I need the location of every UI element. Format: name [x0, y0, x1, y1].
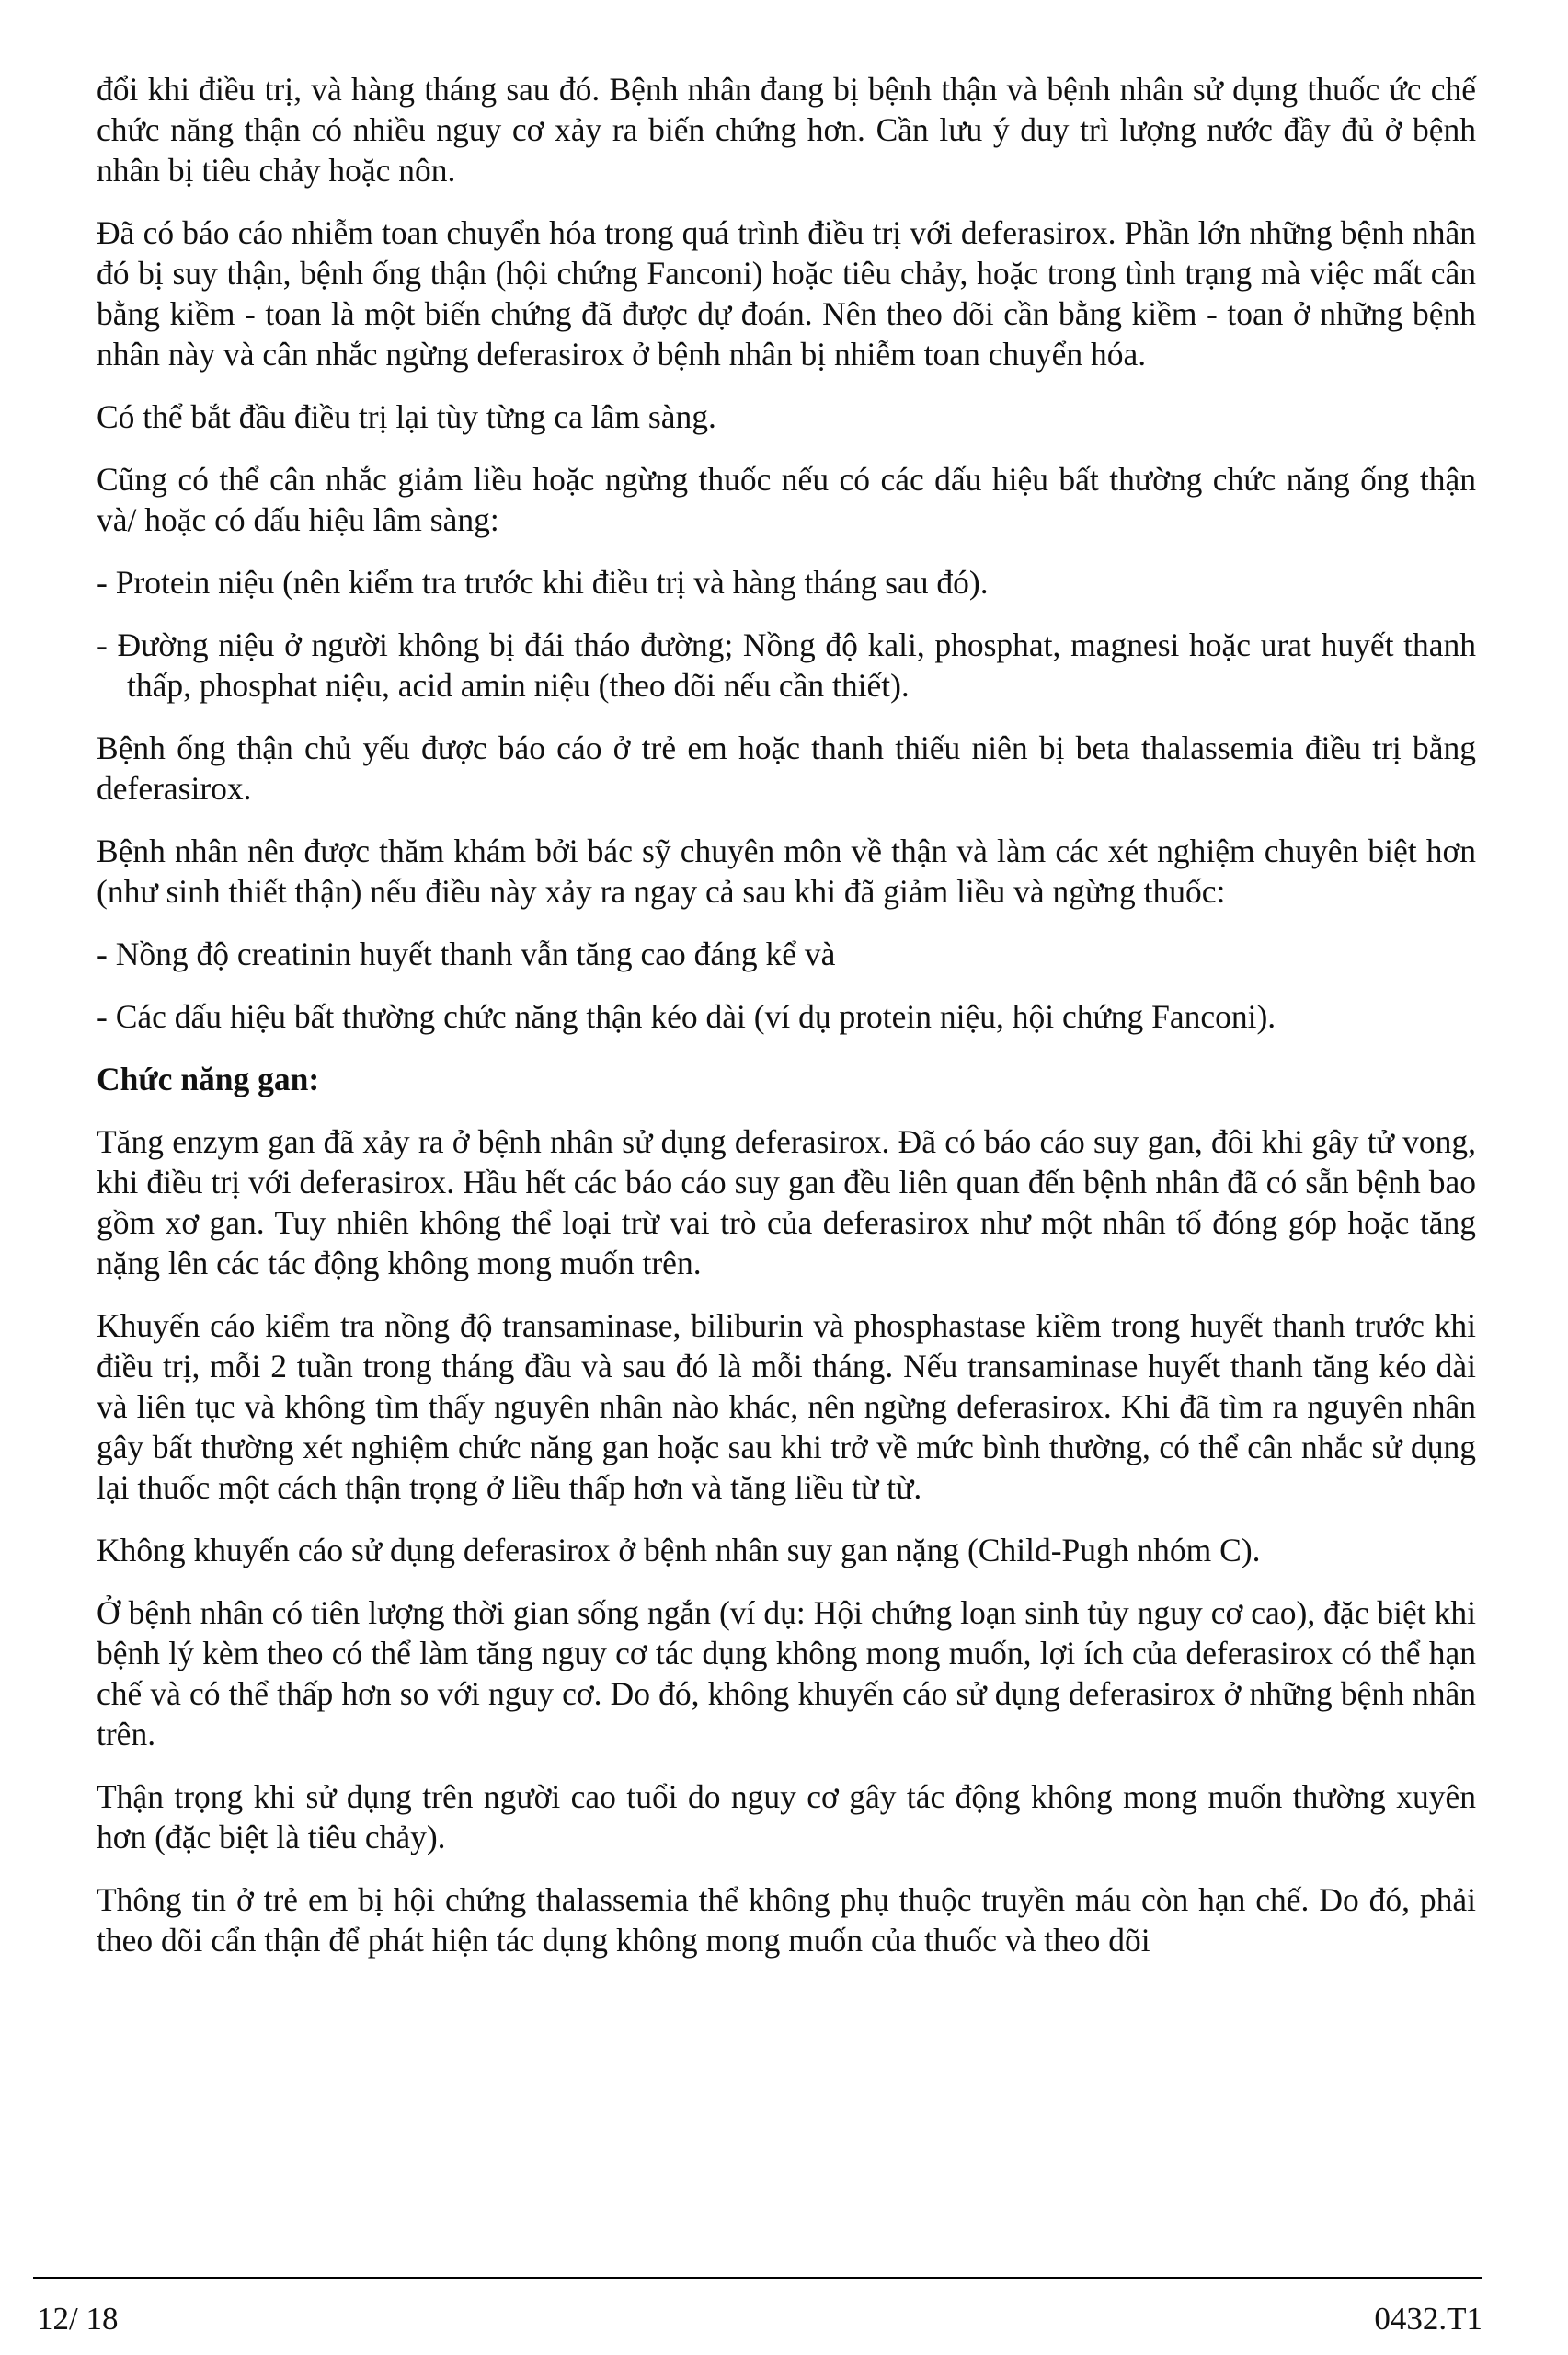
section-heading-liver-function: Chức năng gan: [97, 1061, 320, 1097]
paragraph-pediatric-thalassemia: Thông tin ở trẻ em bị hội chứng thalassemia thể không phụ thuộc truyền máu còn hạn chế. Do đó, phải theo dõi cẩn thận để phát hiện tác dụng không mong muốn của thuốc và theo dõi [97, 1881, 1476, 1959]
paragraph-metabolic-acidosis: Đã có báo cáo nhiễm toan chuyển hóa trong quá trình điều trị với deferasirox. Phần lớn những bệnh nhân đó bị suy thận, bệnh ống thận (hội chứng Fanconi) hoặc tiêu chảy, hoặc trong tình trạng mà việc mất cân bằng kiềm - toan là một biến chứng đã được dự đoán. Nên theo dõi cần bằng kiềm - toan ở những bệnh nhân này và cân nhắc ngừng deferasirox ở bệnh nhân bị nhiễm toan chuyển hóa. [97, 214, 1476, 373]
paragraph-severe-hepatic-impairment: Không khuyến cáo sử dụng deferasirox ở bệnh nhân suy gan nặng (Child-Pugh nhóm C). [97, 1532, 1261, 1568]
paragraph-short-life-expectancy: Ở bệnh nhân có tiên lượng thời gian sống ngắn (ví dụ: Hội chứng loạn sinh tủy nguy cơ cao), đặc biệt khi bệnh lý kèm theo có thể làm tăng nguy cơ tác dụng không mong muốn, lợi ích của deferasirox có thể hạn chế và có thể thấp hơn so với nguy cơ. Do đó, không khuyến cáo sử dụng deferasirox ở những bệnh nhân trên. [97, 1594, 1476, 1752]
paragraph-dose-reduction: Cũng có thể cân nhắc giảm liều hoặc ngừng thuốc nếu có các dấu hiệu bất thường chức năng ống thận và/ hoặc có dấu hiệu lâm sàng: [97, 461, 1476, 538]
paragraph-elderly-caution: Thận trọng khi sử dụng trên người cao tuổi do nguy cơ gây tác động không mong muốn thường xuyên hơn (đặc biệt là tiêu chảy). [97, 1778, 1476, 1855]
footer-divider [33, 2277, 1482, 2279]
document-body [97, 69, 1476, 1982]
paragraph-nephrologist-referral: Bệnh nhân nên được thăm khám bởi bác sỹ chuyên môn về thận và làm các xét nghiệm chuyên biệt hơn (như sinh thiết thận) nếu điều này xảy ra ngay cả sau khi đã giảm liều và ngừng thuốc: [97, 833, 1476, 910]
page-number: 12/ 18 [37, 2301, 119, 2337]
list-item-creatinine: - Nồng độ creatinin huyết thanh vẫn tăng cao đáng kể và [97, 936, 836, 972]
paragraph-restart-treatment: Có thể bắt đầu điều trị lại tùy từng ca lâm sàng. [97, 398, 716, 435]
paragraph-transaminase-monitoring: Khuyến cáo kiểm tra nồng độ transaminase, biliburin và phosphastase kiềm trong huyết thanh trước khi điều trị, mỗi 2 tuần trong tháng đầu và sau đó là mỗi tháng. Nếu transaminase huyết thanh tăng kéo dài và liên tục và không tìm thấy nguyên nhân nào khác, nên ngừng deferasirox. Khi đã tìm ra nguyên nhân gây bất thường xét nghiệm chức năng gan hoặc sau khi trở về mức bình thường, có thể cân nhắc sử dụng lại thuốc một cách thận trọng ở liều thấp hơn và tăng liều từ từ. [97, 1307, 1476, 1506]
paragraph-liver-enzymes: Tăng enzym gan đã xảy ra ở bệnh nhân sử dụng deferasirox. Đã có báo cáo suy gan, đôi khi gây tử vong, khi điều trị với deferasirox. Hầu hết các báo cáo suy gan đều liên quan đến bệnh nhân đã có sẵn bệnh bao gồm xơ gan. Tuy nhiên không thể loại trừ vai trò của deferasirox như một nhân tố đóng góp hoặc tăng nặng lên các tác động không mong muốn trên. [97, 1123, 1476, 1281]
list-item-glycosuria: - Đường niệu ở người không bị đái tháo đường; Nồng độ kali, phosphat, magnesi hoặc urat huyết thanh thấp, phosphat niệu, acid amin niệu (theo dõi nếu cần thiết). [97, 626, 1476, 704]
paragraph-tubulopathy: Bệnh ống thận chủ yếu được báo cáo ở trẻ em hoặc thanh thiếu niên bị beta thalassemia điều trị bằng deferasirox. [97, 729, 1476, 807]
list-item-renal-abnormalities: - Các dấu hiệu bất thường chức năng thận kéo dài (ví dụ protein niệu, hội chứng Fanconi). [97, 998, 1276, 1035]
list-item-proteinuria: - Protein niệu (nên kiểm tra trước khi điều trị và hàng tháng sau đó). [97, 564, 989, 601]
paragraph-renal-monitoring: đổi khi điều trị, và hàng tháng sau đó. Bệnh nhân đang bị bệnh thận và bệnh nhân sử dụng thuốc ức chế chức năng thận có nhiều nguy cơ xảy ra biến chứng hơn. Cần lưu ý duy trì lượng nước đầy đủ ở bệnh nhân bị tiêu chảy hoặc nôn. [97, 71, 1476, 189]
document-code: 0432.T1 [1374, 2301, 1482, 2337]
